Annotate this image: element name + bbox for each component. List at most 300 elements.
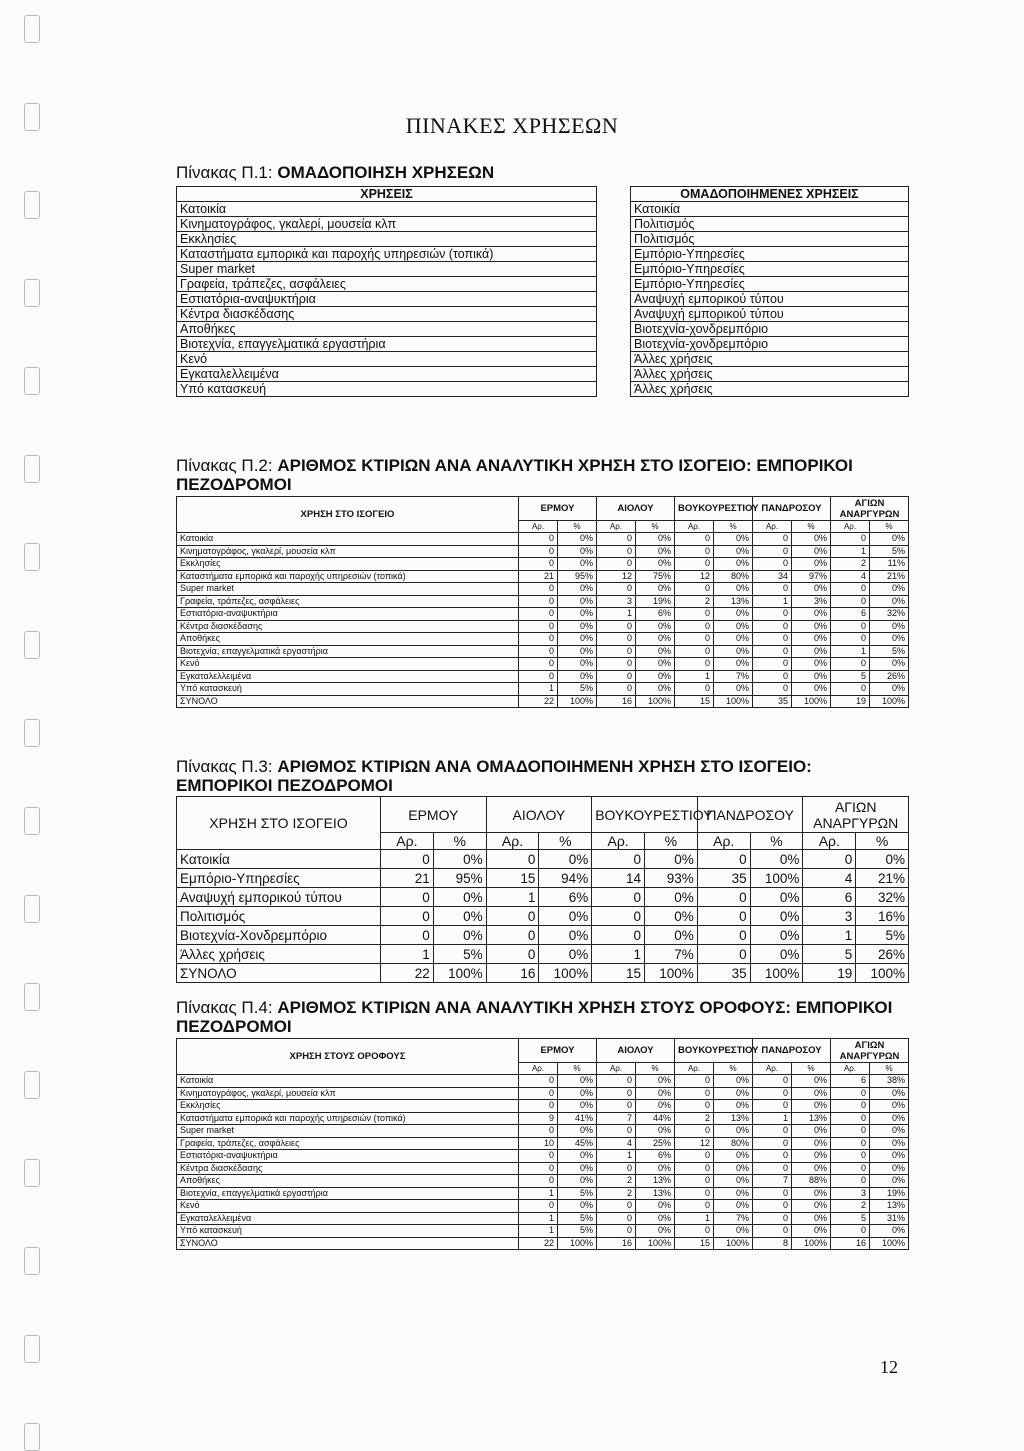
count-cell: 0 [519,620,558,633]
binding-hole [24,1335,40,1363]
row-label: Γραφεία, τράπεζες, ασφάλειες [177,595,519,608]
gap-cell [597,232,631,247]
percent-cell: 0% [636,633,675,646]
row-label: Κέντρα διασκέδασης [177,1162,519,1175]
table1-header-right: ΟΜΑΔΟΠΟΙΗΜΕΝΕΣ ΧΡΗΣΕΙΣ [631,187,909,202]
percent-cell: 0% [433,907,486,926]
table-row [177,202,909,217]
count-cell: 0 [753,1225,792,1238]
percent-cell: 0% [870,1162,909,1175]
table1-heading [176,163,912,182]
use-cell: Εστιατόρια-αναψυκτήρια [177,292,597,307]
table-row [177,337,909,352]
group-cell: Εμπόριο-Υπηρεσίες [631,277,909,292]
count-cell: 4 [597,1137,636,1150]
table1-prefix: Πίνακας Π.1: [176,163,273,182]
count-cell: 4 [803,869,856,888]
count-cell: 12 [597,570,636,583]
count-subheader: Αρ. [597,1063,636,1075]
count-cell: 0 [592,907,645,926]
count-cell: 1 [753,595,792,608]
table-row [177,595,909,608]
count-cell: 3 [831,1187,870,1200]
percent-cell: 0% [539,907,592,926]
percent-cell: 0% [636,1125,675,1138]
percent-cell: 11% [870,558,909,571]
row-label: Εκκλησίες [177,1100,519,1113]
group-cell: Άλλες χρήσεις [631,367,909,382]
percent-cell: 6% [636,608,675,621]
percent-subheader: % [792,521,831,533]
percent-cell: 21% [870,570,909,583]
street-header: ΠΑΝΔΡΟΣΟΥ [697,797,803,833]
count-cell: 1 [831,645,870,658]
percent-cell: 0% [636,533,675,546]
count-cell: 0 [675,558,714,571]
count-cell: 35 [753,695,792,708]
percent-cell: 100% [714,1237,753,1250]
table-row [177,277,909,292]
percent-cell: 0% [539,945,592,964]
count-cell: 22 [381,964,434,983]
percent-cell: 0% [714,1162,753,1175]
row-label: Αποθήκες [177,633,519,646]
table-row [177,1175,909,1188]
count-cell: 0 [597,1225,636,1238]
row-label: Super market [177,1125,519,1138]
percent-subheader: % [636,521,675,533]
percent-cell: 0% [645,907,698,926]
percent-cell: 13% [870,1200,909,1213]
gap-cell [597,262,631,277]
group-cell: Εμπόριο-Υπηρεσίες [631,247,909,262]
count-subheader: Αρ. [803,833,856,850]
count-subheader: Αρ. [831,1063,870,1075]
count-cell: 0 [519,1125,558,1138]
percent-cell: 0% [714,1187,753,1200]
street-header: ΠΑΝΔΡΟΣΟΥ [753,1039,831,1063]
percent-cell: 0% [636,620,675,633]
percent-cell: 0% [645,926,698,945]
count-cell: 0 [697,907,750,926]
binding-hole [24,1423,40,1451]
percent-cell: 0% [558,1175,597,1188]
count-cell: 0 [519,545,558,558]
percent-cell: 0% [558,1200,597,1213]
group-cell: Εμπόριο-Υπηρεσίες [631,262,909,277]
count-cell: 16 [597,1237,636,1250]
percent-cell: 0% [792,633,831,646]
count-cell: 0 [753,1087,792,1100]
row-label: Κατοικία [177,1075,519,1088]
count-cell: 0 [519,1162,558,1175]
gap-cell [597,247,631,262]
count-cell: 0 [675,1162,714,1175]
count-cell: 1 [803,926,856,945]
count-cell: 0 [753,1200,792,1213]
use-cell: Κέντρα διασκέδασης [177,307,597,322]
count-cell: 0 [519,633,558,646]
first-header: ΧΡΗΣΗ ΣΤΟ ΙΣΟΓΕΙΟ [177,797,381,850]
use-cell: Υπό κατασκευή [177,382,597,397]
count-cell: 0 [697,945,750,964]
table-row [177,1100,909,1113]
binding-hole [24,279,40,307]
percent-subheader: % [558,521,597,533]
count-cell: 1 [519,683,558,696]
table-row [177,658,909,671]
percent-cell: 6% [636,1150,675,1163]
count-cell: 15 [592,964,645,983]
percent-cell: 0% [636,670,675,683]
percent-cell: 0% [856,850,909,869]
row-label: Βιοτεχνία-Χονδρεμπόριο [177,926,381,945]
percent-cell: 0% [558,545,597,558]
row-label: Αποθήκες [177,1175,519,1188]
percent-cell: 0% [558,583,597,596]
percent-cell: 0% [558,658,597,671]
count-cell: 0 [592,850,645,869]
count-cell: 0 [831,1137,870,1150]
table-row [177,645,909,658]
table1-title: ΟΜΑΔΟΠΟΙΗΣΗ ΧΡΗΣΕΩΝ [277,163,495,182]
count-cell: 0 [519,645,558,658]
count-cell: 0 [675,1075,714,1088]
percent-cell: 44% [636,1112,675,1125]
count-cell: 0 [831,533,870,546]
table3-title: ΑΡΙΘΜΟΣ ΚΤΙΡΙΩΝ ΑΝΑ ΟΜΑΔΟΠΟΙΗΜΕΝΗ ΧΡΗΣΗ ΣΤΟ ΙΣΟΓΕΙΟ: ΕΜΠΟΡΙΚΟΙ ΠΕΖΟΔΡΟΜΟΙ [176,757,812,795]
count-cell: 0 [675,1187,714,1200]
count-cell: 0 [675,1125,714,1138]
percent-cell: 0% [636,1087,675,1100]
count-subheader: Αρ. [753,521,792,533]
count-cell: 0 [597,1162,636,1175]
percent-cell: 0% [714,1087,753,1100]
percent-cell: 0% [558,1075,597,1088]
page-title: ΠΙΝΑΚΕΣ ΧΡΗΣΕΩΝ [405,113,619,138]
binding-hole [24,1247,40,1275]
percent-cell: 0% [645,850,698,869]
percent-cell: 0% [870,683,909,696]
street-header: ΑΓΙΩΝ ΑΝΑΡΓΥΡΩΝ [831,1039,909,1063]
percent-cell: 100% [539,964,592,983]
percent-cell: 5% [558,683,597,696]
percent-cell: 100% [636,1237,675,1250]
count-subheader: Αρ. [592,833,645,850]
percent-cell: 21% [856,869,909,888]
count-cell: 0 [519,533,558,546]
count-cell: 0 [675,620,714,633]
count-cell: 0 [753,1125,792,1138]
percent-cell: 0% [636,1225,675,1238]
percent-cell: 0% [792,645,831,658]
count-subheader: Αρ. [381,833,434,850]
percent-cell: 0% [792,683,831,696]
percent-cell: 0% [870,633,909,646]
count-cell: 2 [675,595,714,608]
percent-cell: 0% [870,595,909,608]
count-cell: 5 [831,1212,870,1225]
percent-cell: 13% [792,1112,831,1125]
table-row [177,608,909,621]
count-cell: 0 [519,1200,558,1213]
row-label: Κέντρα διασκέδασης [177,620,519,633]
binding-hole [24,807,40,835]
group-cell: Άλλες χρήσεις [631,352,909,367]
count-subheader: Αρ. [697,833,750,850]
count-cell: 0 [675,545,714,558]
count-cell: 10 [519,1137,558,1150]
count-cell: 7 [597,1112,636,1125]
count-cell: 15 [486,869,539,888]
gap-cell [597,382,631,397]
table-row [177,1112,909,1125]
count-cell: 22 [519,695,558,708]
table-row [177,683,909,696]
table-row [177,292,909,307]
table-row [177,352,909,367]
percent-cell: 0% [433,888,486,907]
street-header: ΕΡΜΟΥ [519,1039,597,1063]
percent-cell: 0% [433,850,486,869]
percent-cell: 0% [792,1225,831,1238]
gap-cell [597,352,631,367]
percent-cell: 3% [792,595,831,608]
percent-cell: 19% [636,595,675,608]
table-row [177,382,909,397]
percent-cell: 0% [714,1225,753,1238]
binding-hole [24,543,40,571]
binding-hole [24,367,40,395]
table4-prefix: Πίνακας Π.4: [176,998,273,1017]
percent-cell: 0% [636,658,675,671]
percent-cell: 88% [792,1175,831,1188]
count-cell: 1 [675,1212,714,1225]
percent-cell: 0% [645,888,698,907]
percent-cell: 5% [433,945,486,964]
percent-cell: 0% [792,670,831,683]
count-cell: 0 [753,1150,792,1163]
count-cell: 0 [592,926,645,945]
table-row [177,926,909,945]
table-row [177,670,909,683]
row-label: ΣΥΝΟΛΟ [177,695,519,708]
count-cell: 0 [753,633,792,646]
table2 [176,496,909,708]
page-number: 12 [880,1357,898,1377]
gap-cell [597,202,631,217]
table-row [177,695,909,708]
row-label: Γραφεία, τράπεζες, ασφάλειες [177,1137,519,1150]
row-label: Εστιατόρια-αναψυκτήρια [177,1150,519,1163]
percent-cell: 0% [636,683,675,696]
use-cell: Εκκλησίες [177,232,597,247]
row-label: Καταστήματα εμπορικά και παροχής υπηρεσιών (τοπικά) [177,1112,519,1125]
count-cell: 0 [381,907,434,926]
percent-cell: 0% [792,1087,831,1100]
row-label: Υπό κατασκευή [177,1225,519,1238]
street-header: ΠΑΝΔΡΟΣΟΥ [753,497,831,521]
table-row [177,945,909,964]
count-subheader: Αρ. [753,1063,792,1075]
table-row [177,247,909,262]
percent-cell: 0% [792,1162,831,1175]
row-label: Εγκαταλελλειμένα [177,1212,519,1225]
percent-cell: 38% [870,1075,909,1088]
binding-hole [24,1159,40,1187]
gap-cell [597,292,631,307]
header-row [177,1039,909,1063]
percent-cell: 0% [750,907,803,926]
percent-cell: 16% [856,907,909,926]
table2-title: ΑΡΙΘΜΟΣ ΚΤΙΡΙΩΝ ΑΝΑ ΑΝΑΛΥΤΙΚΗ ΧΡΗΣΗ ΣΤΟ ΙΣΟΓΕΙΟ: ΕΜΠΟΡΙΚΟΙ ΠΕΖΟΔΡΟΜΟΙ [176,456,853,494]
percent-cell: 0% [714,545,753,558]
count-cell: 0 [592,888,645,907]
percent-cell: 0% [870,1175,909,1188]
count-cell: 2 [675,1112,714,1125]
street-header: ΒΟΥΚΟΥΡΕΣΤΙΟΥ [675,497,753,521]
percent-cell: 0% [558,608,597,621]
percent-subheader: % [870,1063,909,1075]
percent-cell: 0% [714,1075,753,1088]
binding-hole [24,719,40,747]
percent-cell: 0% [750,888,803,907]
percent-subheader: % [636,1063,675,1075]
gap-cell [597,217,631,232]
binding-hole [24,191,40,219]
count-cell: 0 [597,545,636,558]
count-cell: 14 [592,869,645,888]
count-cell: 0 [675,1225,714,1238]
percent-cell: 26% [870,670,909,683]
count-cell: 0 [753,1162,792,1175]
table4-title: ΑΡΙΘΜΟΣ ΚΤΙΡΙΩΝ ΑΝΑ ΑΝΑΛΥΤΙΚΗ ΧΡΗΣΗ ΣΤΟΥΣ ΟΡΟΦΟΥΣ: ΕΜΠΟΡΙΚΟΙ ΠΕΖΟΔΡΟΜΟΙ [176,998,893,1036]
count-cell: 0 [519,595,558,608]
count-cell: 15 [675,695,714,708]
table-row [177,1162,909,1175]
table-row [177,307,909,322]
count-cell: 0 [519,658,558,671]
percent-cell: 0% [636,645,675,658]
row-label: Βιοτεχνία, επαγγελματικά εργαστήρια [177,1187,519,1200]
table-row [177,1187,909,1200]
count-cell: 0 [519,558,558,571]
use-cell: Κατοικία [177,202,597,217]
count-cell: 1 [381,945,434,964]
percent-cell: 0% [792,558,831,571]
percent-cell: 95% [558,570,597,583]
percent-subheader: % [558,1063,597,1075]
percent-cell: 0% [714,1200,753,1213]
table-row [177,558,909,571]
percent-cell: 80% [714,570,753,583]
count-cell: 0 [381,850,434,869]
count-cell: 0 [597,620,636,633]
count-cell: 5 [803,945,856,964]
table-row [177,1200,909,1213]
count-subheader: Αρ. [519,521,558,533]
use-cell: Κενό [177,352,597,367]
table-row [177,850,909,869]
header-row [177,797,909,833]
count-cell: 0 [831,1125,870,1138]
row-label: Υπό κατασκευή [177,683,519,696]
count-subheader: Αρ. [831,521,870,533]
count-cell: 35 [697,964,750,983]
count-cell: 8 [753,1237,792,1250]
table-row [177,1125,909,1138]
street-header: ΑΙΟΛΟΥ [486,797,592,833]
use-cell: Super market [177,262,597,277]
count-cell: 0 [697,926,750,945]
count-cell: 0 [597,1087,636,1100]
use-cell: Βιοτεχνία, επαγγελματικά εργαστήρια [177,337,597,352]
percent-cell: 0% [558,558,597,571]
header-row [177,497,909,521]
percent-cell: 0% [539,850,592,869]
percent-cell: 0% [636,1200,675,1213]
percent-cell: 0% [714,683,753,696]
percent-cell: 0% [636,1212,675,1225]
count-cell: 0 [597,1125,636,1138]
count-cell: 0 [753,558,792,571]
percent-cell: 0% [636,558,675,571]
percent-cell: 100% [792,695,831,708]
count-cell: 0 [675,533,714,546]
table4 [176,1038,909,1250]
count-cell: 0 [597,658,636,671]
count-cell: 4 [831,570,870,583]
row-label: Κινηματογράφος, γκαλερί, μουσεία κλπ [177,545,519,558]
count-cell: 1 [675,670,714,683]
percent-cell: 100% [558,1237,597,1250]
count-cell: 0 [753,1187,792,1200]
table-row [177,367,909,382]
row-label: Κατοικία [177,533,519,546]
street-header: ΒΟΥΚΟΥΡΕΣΤΙΟΥ [675,1039,753,1063]
count-cell: 1 [592,945,645,964]
table-row [177,869,909,888]
count-cell: 0 [597,1200,636,1213]
percent-cell: 13% [636,1187,675,1200]
percent-cell: 5% [856,926,909,945]
percent-cell: 5% [558,1187,597,1200]
percent-cell: 0% [714,1175,753,1188]
percent-cell: 7% [714,670,753,683]
table1-gap [597,187,631,202]
percent-cell: 6% [539,888,592,907]
percent-cell: 0% [714,645,753,658]
percent-cell: 0% [558,620,597,633]
percent-cell: 0% [870,1087,909,1100]
count-cell: 0 [831,633,870,646]
table-row [177,620,909,633]
count-cell: 7 [753,1175,792,1188]
percent-subheader: % [714,1063,753,1075]
table-row [177,633,909,646]
row-label: Κενό [177,1200,519,1213]
gap-cell [597,307,631,322]
use-cell: Κινηματογράφος, γκαλερί, μουσεία κλπ [177,217,597,232]
count-cell: 0 [753,645,792,658]
table3-prefix: Πίνακας Π.3: [176,757,273,776]
count-cell: 0 [597,1100,636,1113]
count-cell: 0 [831,1150,870,1163]
count-cell: 0 [486,926,539,945]
count-cell: 0 [597,1075,636,1088]
count-cell: 0 [519,1150,558,1163]
percent-cell: 5% [870,545,909,558]
